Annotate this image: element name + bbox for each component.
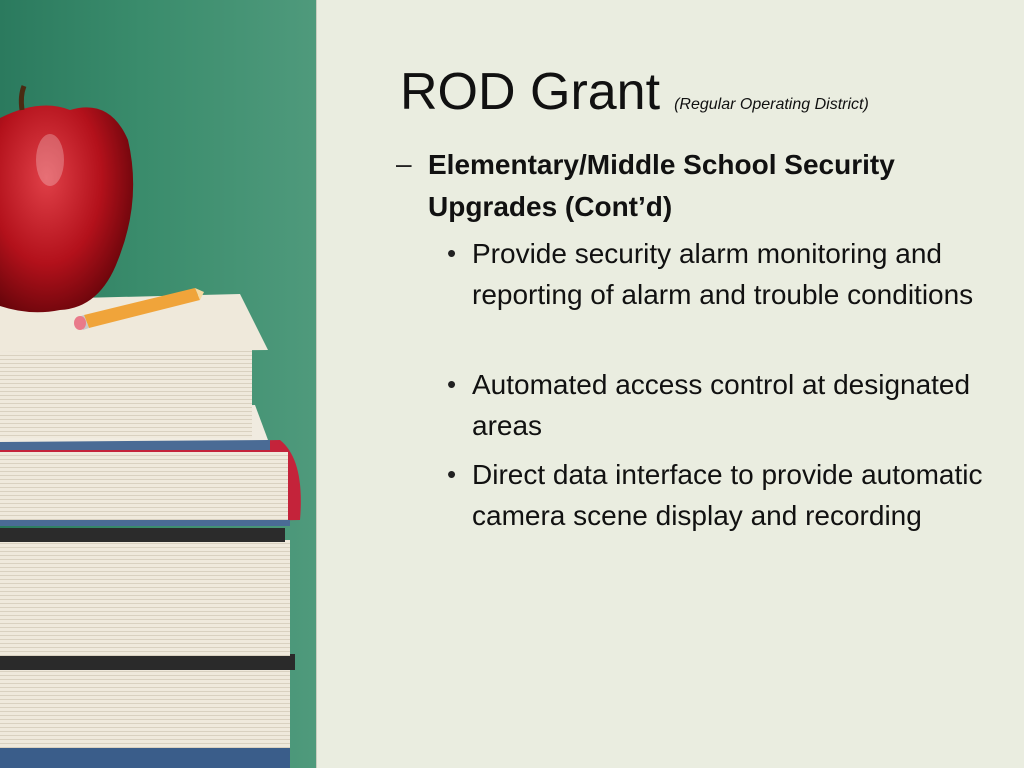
books-apple-illustration [0,0,316,768]
subheading-dash: – [396,148,412,179]
book-1-pages [0,348,252,438]
bullet-marker-3: • [447,459,457,489]
book-4-pages [0,540,290,656]
book-3-edge [0,520,290,526]
bullet-marker-1: • [447,238,457,268]
bullet-item-1: Provide security alarm monitoring and reporting of alarm and trouble conditions [472,238,974,310]
book-4-cover [0,528,285,542]
book-bottom [0,745,290,768]
title-note: (Regular Operating District) [674,96,869,113]
slide-title [400,62,869,122]
books-apple-photo [0,0,316,768]
book-5-cover [0,654,295,670]
apple [0,86,133,312]
bullet-item-3: Direct data interface to provide automatic camera scene display and recording [472,459,983,531]
book-3-pages [0,452,288,520]
subheading: Elementary/Middle School Security Upgrades (Cont’d) [428,149,895,222]
bullet-marker-2: • [447,369,457,399]
book-5-pages [0,668,290,748]
title-main: ROD Grant [400,63,661,121]
bullet-item-2: Automated access control at designated areas [472,369,971,441]
